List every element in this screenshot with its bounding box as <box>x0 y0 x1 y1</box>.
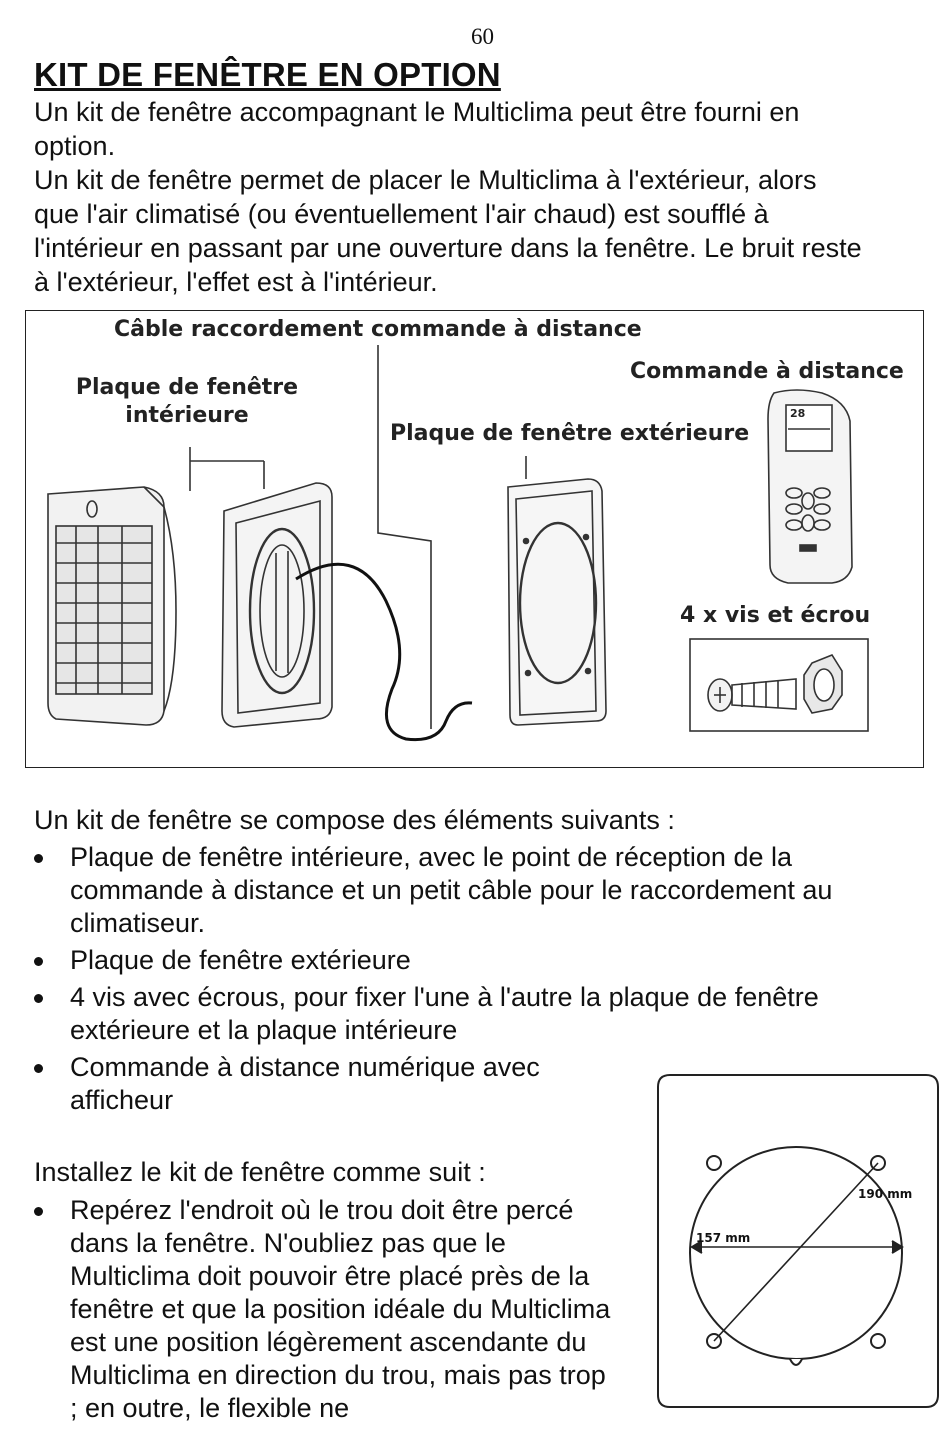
bullet-icon <box>34 1064 43 1073</box>
list-item: Commande à distance numérique avec afficheur <box>34 1051 590 1117</box>
intro-line: à l'extérieur, l'effet est à l'intérieur. <box>34 267 438 297</box>
bullet-icon <box>34 994 43 1003</box>
outer-plate <box>508 479 606 725</box>
leader-inner-plate <box>190 447 264 489</box>
list-item: Repérez l'endroit où le trou doit être percé dans la fenêtre. N'oubliez pas que le Multiclima doit pouvoir être placé près de la fenêtre et que la position idéale du Multiclima est une position légèrement ascendante du Multiclima en direction du trou, mais pas trop ; en outre, le flexible ne <box>34 1194 614 1425</box>
install-steps-list <box>34 1194 614 1429</box>
diagonal-dimension-line <box>714 1163 878 1341</box>
kit-illustration <box>25 310 924 768</box>
page-title: KIT DE FENÊTRE EN OPTION <box>34 56 501 93</box>
label-inner-plate-line-1: Plaque de fenêtre <box>75 375 299 400</box>
screws-box <box>690 639 868 731</box>
screw-hole-top-left <box>707 1156 721 1170</box>
remote-control-drawing <box>768 390 852 583</box>
leader-cable <box>378 345 431 729</box>
install-intro: Installez le kit de fenêtre comme suit : <box>34 1157 486 1187</box>
drilling-template-diagram <box>656 1073 940 1409</box>
intro-line: l'intérieur en passant par une ouverture dans la fenêtre. Le bruit reste <box>34 233 862 263</box>
intro-line: option. <box>34 131 116 161</box>
dimension-diagonal-label: 190 mm <box>858 1187 913 1201</box>
intro-line: que l'air climatisé (ou éventuellement l'air chaud) est soufflé à <box>34 199 769 229</box>
label-inner-plate-line-2: intérieure <box>125 403 249 428</box>
label-remote: Commande à distance <box>630 359 904 384</box>
list-item: Plaque de fenêtre intérieure, avec le point de réception de la commande à distance et un petit câble pour le raccordement au climatiseur. <box>34 841 914 940</box>
remote-display-value: 28 <box>790 407 806 420</box>
label-screws: 4 x vis et écrou <box>680 603 871 628</box>
intro-line: Un kit de fenêtre permet de placer le Multiclima à l'extérieur, alors <box>34 165 817 195</box>
bullet-icon <box>34 854 43 863</box>
list-item: 4 vis avec écrous, pour fixer l'une à l'autre la plaque de fenêtre extérieure et la plaque intérieure <box>34 981 914 1047</box>
label-cable: Câble raccordement commande à distance <box>114 317 642 342</box>
bullet-icon <box>34 957 43 966</box>
components-intro: Un kit de fenêtre se compose des éléments suivants : <box>34 805 675 835</box>
dimension-diameter-label: 157 mm <box>696 1231 751 1245</box>
intro-paragraph <box>34 95 939 299</box>
screw-hole-bottom-right <box>871 1334 885 1348</box>
inner-plate-back <box>222 483 472 740</box>
page-number: 60 <box>471 24 494 49</box>
intro-line: Un kit de fenêtre accompagnant le Multiclima peut être fourni en <box>34 97 800 127</box>
list-item: Plaque de fenêtre extérieure <box>34 944 914 977</box>
bullet-icon <box>34 1207 43 1216</box>
label-outer-plate: Plaque de fenêtre extérieure <box>390 421 750 446</box>
inner-plate-grille <box>48 487 176 725</box>
